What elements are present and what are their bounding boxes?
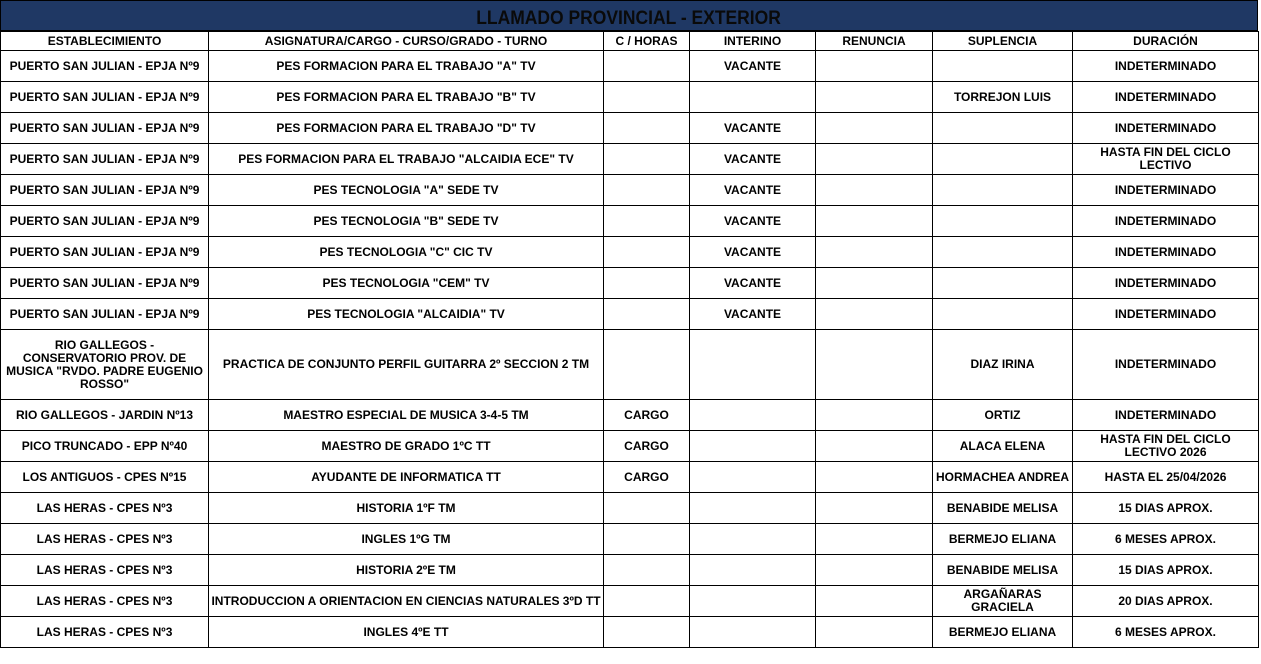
cell-interino: VACANTE	[690, 144, 816, 175]
cell-suplencia: DIAZ IRINA	[933, 330, 1073, 400]
table-row	[1, 431, 1259, 462]
cell-establecimiento: RIO GALLEGOS - JARDIN Nº13	[1, 400, 209, 431]
table-row	[1, 237, 1259, 268]
cell-establecimiento: LAS HERAS - CPES Nº3	[1, 586, 209, 617]
header-row	[1, 32, 1259, 51]
table-row	[1, 555, 1259, 586]
cell-horas	[604, 82, 690, 113]
cell-renuncia	[816, 175, 933, 206]
cell-horas	[604, 144, 690, 175]
cell-renuncia	[816, 330, 933, 400]
cell-duracion: 6 MESES APROX.	[1073, 524, 1259, 555]
sheet-title-bar	[0, 0, 1258, 31]
cell-duracion: 6 MESES APROX.	[1073, 617, 1259, 648]
cell-suplencia: ORTIZ	[933, 400, 1073, 431]
table-row	[1, 206, 1259, 237]
cell-duracion: INDETERMINADO	[1073, 400, 1259, 431]
cell-duracion: INDETERMINADO	[1073, 175, 1259, 206]
cell-interino	[690, 82, 816, 113]
cell-interino	[690, 524, 816, 555]
cell-suplencia: BENABIDE MELISA	[933, 555, 1073, 586]
cell-suplencia: HORMACHEA ANDREA	[933, 462, 1073, 493]
cell-asignatura: PES TECNOLOGIA "A" SEDE TV	[209, 175, 604, 206]
cell-asignatura: INGLES 4ºE TT	[209, 617, 604, 648]
cell-suplencia	[933, 144, 1073, 175]
cell-suplencia	[933, 51, 1073, 82]
cell-horas	[604, 51, 690, 82]
cell-renuncia	[816, 586, 933, 617]
cell-interino: VACANTE	[690, 299, 816, 330]
cell-asignatura: AYUDANTE DE INFORMATICA TT	[209, 462, 604, 493]
table-row	[1, 144, 1259, 175]
cell-establecimiento: LAS HERAS - CPES Nº3	[1, 493, 209, 524]
cell-renuncia	[816, 431, 933, 462]
cell-asignatura: PES TECNOLOGIA "ALCAIDIA" TV	[209, 299, 604, 330]
cell-interino: VACANTE	[690, 175, 816, 206]
cell-renuncia	[816, 299, 933, 330]
cell-interino	[690, 330, 816, 400]
cell-establecimiento: LAS HERAS - CPES Nº3	[1, 617, 209, 648]
cell-asignatura: HISTORIA 2ºE TM	[209, 555, 604, 586]
cell-suplencia	[933, 113, 1073, 144]
table-row	[1, 299, 1259, 330]
cell-asignatura: HISTORIA 1ºF TM	[209, 493, 604, 524]
cell-horas	[604, 299, 690, 330]
cell-duracion: INDETERMINADO	[1073, 268, 1259, 299]
cell-establecimiento: RIO GALLEGOS - CONSERVATORIO PROV. DE MUSICA "RVDO. PADRE EUGENIO ROSSO"	[1, 330, 209, 400]
table-row	[1, 524, 1259, 555]
cell-suplencia: ALACA ELENA	[933, 431, 1073, 462]
cell-renuncia	[816, 113, 933, 144]
cell-horas: CARGO	[604, 431, 690, 462]
cell-renuncia	[816, 462, 933, 493]
cell-renuncia	[816, 237, 933, 268]
cell-horas: CARGO	[604, 462, 690, 493]
vacancies-table	[0, 31, 1259, 648]
cell-asignatura: PES FORMACION PARA EL TRABAJO "B" TV	[209, 82, 604, 113]
header-establecimiento: ESTABLECIMIENTO	[1, 32, 209, 51]
cell-suplencia: BENABIDE MELISA	[933, 493, 1073, 524]
table-row	[1, 400, 1259, 431]
cell-establecimiento: PUERTO SAN JULIAN - EPJA Nº9	[1, 82, 209, 113]
cell-duracion: INDETERMINADO	[1073, 206, 1259, 237]
table-row	[1, 617, 1259, 648]
table-row	[1, 268, 1259, 299]
cell-asignatura: INTRODUCCION A ORIENTACION EN CIENCIAS NATURALES 3ºD TT	[209, 586, 604, 617]
cell-renuncia	[816, 524, 933, 555]
cell-interino	[690, 555, 816, 586]
header-asignatura: ASIGNATURA/CARGO - CURSO/GRADO - TURNO	[209, 32, 604, 51]
cell-suplencia	[933, 299, 1073, 330]
cell-asignatura: PES TECNOLOGIA "CEM" TV	[209, 268, 604, 299]
table-row	[1, 82, 1259, 113]
cell-suplencia: BERMEJO ELIANA	[933, 617, 1073, 648]
cell-establecimiento: PUERTO SAN JULIAN - EPJA Nº9	[1, 206, 209, 237]
cell-duracion: INDETERMINADO	[1073, 113, 1259, 144]
cell-asignatura: PES FORMACION PARA EL TRABAJO "A" TV	[209, 51, 604, 82]
cell-establecimiento: PUERTO SAN JULIAN - EPJA Nº9	[1, 268, 209, 299]
cell-duracion: INDETERMINADO	[1073, 82, 1259, 113]
cell-interino	[690, 493, 816, 524]
header-interino: INTERINO	[690, 32, 816, 51]
cell-interino	[690, 462, 816, 493]
cell-horas: CARGO	[604, 400, 690, 431]
cell-renuncia	[816, 268, 933, 299]
cell-establecimiento: PUERTO SAN JULIAN - EPJA Nº9	[1, 144, 209, 175]
cell-duracion: INDETERMINADO	[1073, 330, 1259, 400]
cell-asignatura: PES FORMACION PARA EL TRABAJO "D" TV	[209, 113, 604, 144]
cell-establecimiento: PUERTO SAN JULIAN - EPJA Nº9	[1, 237, 209, 268]
cell-establecimiento: LAS HERAS - CPES Nº3	[1, 524, 209, 555]
cell-establecimiento: PUERTO SAN JULIAN - EPJA Nº9	[1, 51, 209, 82]
cell-establecimiento: PUERTO SAN JULIAN - EPJA Nº9	[1, 113, 209, 144]
cell-renuncia	[816, 82, 933, 113]
table-row	[1, 586, 1259, 617]
cell-establecimiento: PUERTO SAN JULIAN - EPJA Nº9	[1, 175, 209, 206]
cell-horas	[604, 524, 690, 555]
cell-horas	[604, 586, 690, 617]
cell-renuncia	[816, 555, 933, 586]
cell-duracion: HASTA FIN DEL CICLO LECTIVO 2026	[1073, 431, 1259, 462]
sheet-title: LLAMADO PROVINCIAL - EXTERIOR	[476, 7, 782, 29]
cell-duracion: 20 DIAS APROX.	[1073, 586, 1259, 617]
header-horas: C / HORAS	[604, 32, 690, 51]
cell-duracion: 15 DIAS APROX.	[1073, 555, 1259, 586]
cell-asignatura: PES TECNOLOGIA "B" SEDE TV	[209, 206, 604, 237]
cell-horas	[604, 617, 690, 648]
cell-horas	[604, 237, 690, 268]
cell-asignatura: INGLES 1ºG TM	[209, 524, 604, 555]
cell-asignatura: MAESTRO ESPECIAL DE MUSICA 3-4-5 TM	[209, 400, 604, 431]
cell-horas	[604, 555, 690, 586]
cell-suplencia	[933, 237, 1073, 268]
table-row	[1, 493, 1259, 524]
cell-interino: VACANTE	[690, 113, 816, 144]
cell-horas	[604, 175, 690, 206]
cell-suplencia: ARGAÑARAS GRACIELA	[933, 586, 1073, 617]
cell-horas	[604, 268, 690, 299]
cell-interino: VACANTE	[690, 206, 816, 237]
table-row	[1, 51, 1259, 82]
header-suplencia: SUPLENCIA	[933, 32, 1073, 51]
cell-asignatura: PES TECNOLOGIA "C" CIC TV	[209, 237, 604, 268]
cell-suplencia	[933, 268, 1073, 299]
cell-duracion: INDETERMINADO	[1073, 299, 1259, 330]
cell-establecimiento: PUERTO SAN JULIAN - EPJA Nº9	[1, 299, 209, 330]
cell-suplencia	[933, 206, 1073, 237]
cell-interino	[690, 431, 816, 462]
table-row	[1, 175, 1259, 206]
cell-establecimiento: LAS HERAS - CPES Nº3	[1, 555, 209, 586]
cell-interino	[690, 617, 816, 648]
cell-suplencia: TORREJON LUIS	[933, 82, 1073, 113]
cell-renuncia	[816, 51, 933, 82]
cell-horas	[604, 206, 690, 237]
table-row	[1, 462, 1259, 493]
cell-duracion: HASTA FIN DEL CICLO LECTIVO	[1073, 144, 1259, 175]
cell-renuncia	[816, 206, 933, 237]
cell-asignatura: PES FORMACION PARA EL TRABAJO "ALCAIDIA ECE" TV	[209, 144, 604, 175]
cell-horas	[604, 113, 690, 144]
cell-renuncia	[816, 400, 933, 431]
cell-suplencia	[933, 175, 1073, 206]
cell-renuncia	[816, 617, 933, 648]
cell-asignatura: PRACTICA DE CONJUNTO PERFIL GUITARRA 2º SECCION 2 TM	[209, 330, 604, 400]
cell-interino: VACANTE	[690, 268, 816, 299]
cell-asignatura: MAESTRO DE GRADO 1ºC TT	[209, 431, 604, 462]
cell-establecimiento: PICO TRUNCADO - EPP Nº40	[1, 431, 209, 462]
table-row	[1, 113, 1259, 144]
cell-duracion: INDETERMINADO	[1073, 237, 1259, 268]
cell-interino: VACANTE	[690, 51, 816, 82]
cell-duracion: HASTA EL 25/04/2026	[1073, 462, 1259, 493]
cell-horas	[604, 330, 690, 400]
cell-renuncia	[816, 493, 933, 524]
header-duracion: DURACIÓN	[1073, 32, 1259, 51]
table-row	[1, 330, 1259, 400]
cell-horas	[604, 493, 690, 524]
cell-suplencia: BERMEJO ELIANA	[933, 524, 1073, 555]
cell-duracion: 15 DIAS APROX.	[1073, 493, 1259, 524]
cell-establecimiento: LOS ANTIGUOS - CPES Nº15	[1, 462, 209, 493]
cell-renuncia	[816, 144, 933, 175]
header-renuncia: RENUNCIA	[816, 32, 933, 51]
cell-duracion: INDETERMINADO	[1073, 51, 1259, 82]
cell-interino: VACANTE	[690, 237, 816, 268]
cell-interino	[690, 400, 816, 431]
cell-interino	[690, 586, 816, 617]
